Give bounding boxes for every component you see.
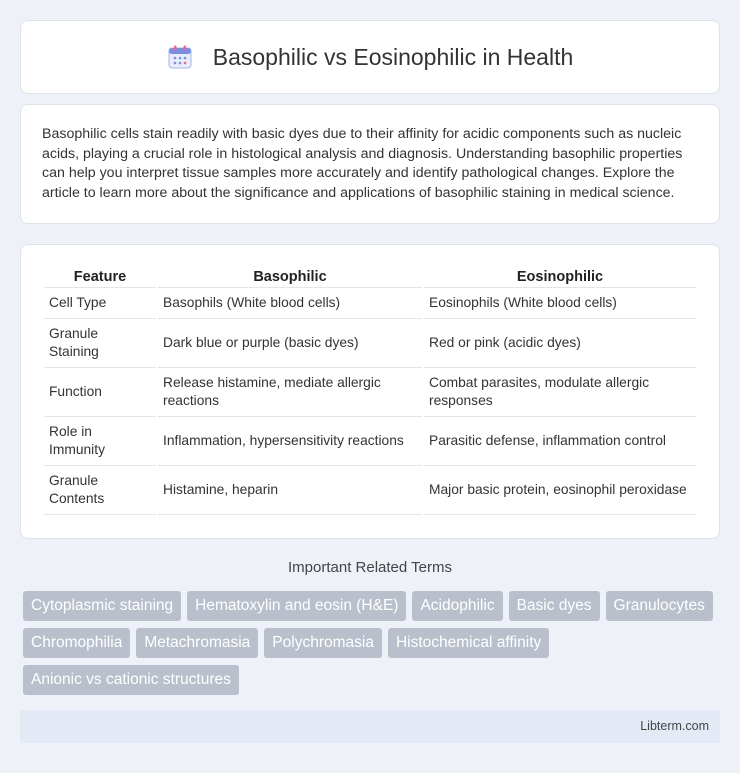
row-eosinophilic: Eosinophils (White blood cells): [424, 288, 696, 319]
tag-polychromasia[interactable]: Polychromasia: [264, 628, 382, 658]
tag-metachromasia[interactable]: Metachromasia: [136, 628, 258, 658]
table-row: [44, 319, 696, 368]
row-feature: Function: [44, 368, 156, 417]
calendar-icon: [167, 44, 193, 70]
header-card: [20, 20, 720, 94]
intro-paragraph: Basophilic cells stain readily with basic dyes due to their affinity for acidic components such as nucleic acids, playing a crucial role in histological analysis and diagnosis. Understanding basophilic properties can help you interpret tissue samples more accurately and identify pathological changes. Explore the article to learn more about the significance and applications of basophilic staining in medical science.: [42, 126, 683, 201]
row-basophilic: Inflammation, hypersensitivity reactions: [158, 417, 422, 466]
row-eosinophilic: Combat parasites, modulate allergic responses: [424, 368, 696, 417]
footer: [20, 710, 720, 743]
row-basophilic: Basophils (White blood cells): [158, 288, 422, 319]
row-eosinophilic: Red or pink (acidic dyes): [424, 319, 696, 368]
row-feature: Granule Staining: [44, 319, 156, 368]
header-feature: Feature: [44, 265, 156, 288]
intro-card: [20, 104, 720, 224]
tag-granulocytes[interactable]: Granulocytes: [606, 591, 713, 621]
comparison-table: [42, 265, 698, 515]
row-feature: Role in Immunity: [44, 417, 156, 466]
related-terms-heading: Important Related Terms: [288, 559, 452, 576]
page-title: Basophilic vs Eosinophilic in Health: [212, 43, 574, 70]
comparison-card: [20, 244, 720, 539]
tag-chromophilia[interactable]: Chromophilia: [23, 628, 130, 658]
row-basophilic: Release histamine, mediate allergic reactions: [158, 368, 422, 417]
table-row: [44, 417, 696, 466]
tag-anionic-cationic[interactable]: Anionic vs cationic structures: [23, 665, 239, 695]
table-row: [44, 288, 696, 319]
tag-histochemical-affinity[interactable]: Histochemical affinity: [388, 628, 549, 658]
tag-basic-dyes[interactable]: Basic dyes: [509, 591, 600, 621]
row-feature: Cell Type: [44, 288, 156, 319]
header-eosinophilic: Eosinophilic: [424, 265, 696, 288]
row-eosinophilic: Major basic protein, eosinophil peroxidase: [424, 466, 696, 515]
header-basophilic: Basophilic: [158, 265, 422, 288]
row-basophilic: Histamine, heparin: [158, 466, 422, 515]
footer-site-link[interactable]: Libterm.com: [640, 719, 709, 733]
related-terms-list: [23, 591, 723, 695]
row-basophilic: Dark blue or purple (basic dyes): [158, 319, 422, 368]
tag-acidophilic[interactable]: Acidophilic: [412, 591, 502, 621]
table-header-row: [44, 265, 696, 288]
tag-hematoxylin-eosin[interactable]: Hematoxylin and eosin (H&E): [187, 591, 406, 621]
row-feature: Granule Contents: [44, 466, 156, 515]
tag-cytoplasmic-staining[interactable]: Cytoplasmic staining: [23, 591, 181, 621]
table-row: [44, 466, 696, 515]
table-row: [44, 368, 696, 417]
row-eosinophilic: Parasitic defense, inflammation control: [424, 417, 696, 466]
